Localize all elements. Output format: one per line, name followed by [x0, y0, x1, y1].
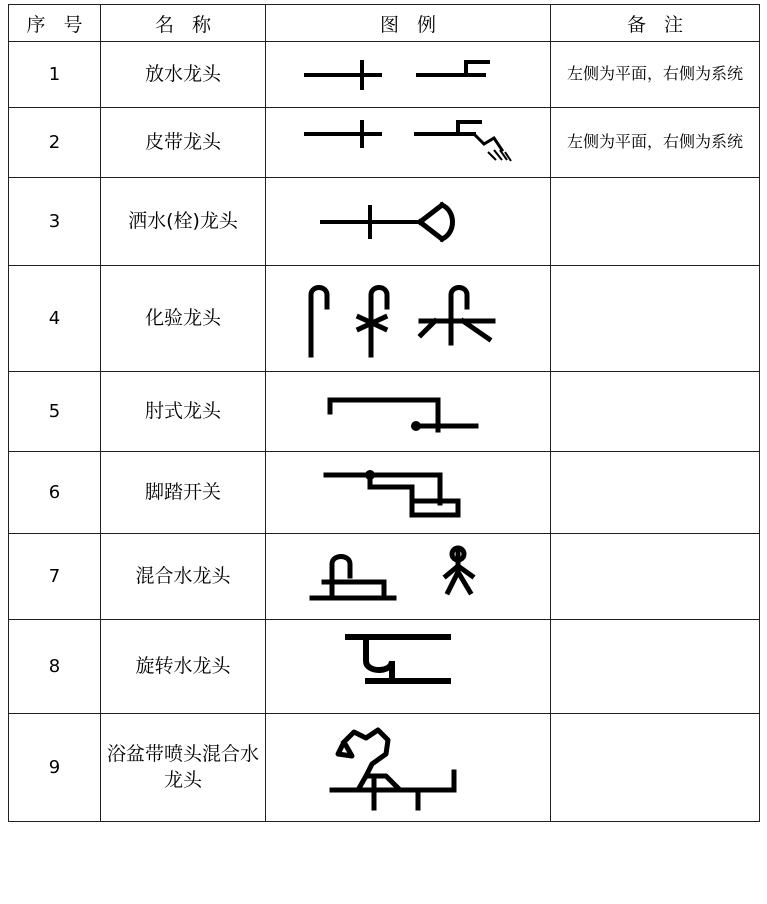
table-row	[9, 42, 760, 108]
row-note	[551, 714, 760, 822]
row-number: 7	[9, 534, 101, 620]
table-row	[9, 534, 760, 620]
row-symbol	[266, 372, 551, 452]
row-name: 肘式龙头	[101, 372, 266, 452]
table-row	[9, 372, 760, 452]
column-header-name: 名 称	[101, 5, 266, 42]
row-symbol	[266, 452, 551, 534]
mixing-tap-icon	[298, 542, 518, 612]
row-note	[551, 178, 760, 266]
table-row	[9, 178, 760, 266]
row-number: 3	[9, 178, 101, 266]
row-number: 6	[9, 452, 101, 534]
bathtub-shower-mixing-tap-icon	[308, 720, 508, 816]
row-number: 4	[9, 266, 101, 372]
row-symbol	[266, 42, 551, 108]
row-symbol	[266, 178, 551, 266]
swivel-tap-icon	[308, 627, 508, 707]
row-note	[551, 620, 760, 714]
row-symbol	[266, 108, 551, 178]
row-name: 脚踏开关	[101, 452, 266, 534]
row-symbol	[266, 266, 551, 372]
laboratory-tap-icon	[293, 277, 523, 361]
row-symbol	[266, 714, 551, 822]
row-note	[551, 534, 760, 620]
row-symbol	[266, 534, 551, 620]
column-header-no: 序 号	[9, 5, 101, 42]
row-number: 5	[9, 372, 101, 452]
sprinkler-hydrant-tap-icon	[308, 189, 508, 255]
row-note	[551, 372, 760, 452]
row-note: 左侧为平面，右侧为系统	[551, 108, 760, 178]
row-name: 皮带龙头	[101, 108, 266, 178]
foot-switch-icon	[308, 461, 508, 525]
belt-tap-plan-system-icon	[288, 114, 528, 172]
row-number: 9	[9, 714, 101, 822]
table-row	[9, 266, 760, 372]
row-name: 洒水(栓)龙头	[101, 178, 266, 266]
row-name: 浴盆带喷头混合水龙头	[101, 714, 266, 822]
column-header-symbol: 图 例	[266, 5, 551, 42]
table-row	[9, 714, 760, 822]
legend-table	[8, 4, 760, 822]
legend-sheet	[0, 4, 767, 904]
tap-plan-system-icon	[288, 50, 528, 100]
row-note: 左侧为平面，右侧为系统	[551, 42, 760, 108]
table-row	[9, 452, 760, 534]
table-row	[9, 108, 760, 178]
row-name: 混合水龙头	[101, 534, 266, 620]
header-row	[9, 5, 760, 42]
row-number: 2	[9, 108, 101, 178]
row-name: 化验龙头	[101, 266, 266, 372]
table-row	[9, 620, 760, 714]
column-header-note: 备 注	[551, 5, 760, 42]
table-header	[9, 5, 760, 42]
row-note	[551, 452, 760, 534]
row-number: 8	[9, 620, 101, 714]
row-symbol	[266, 620, 551, 714]
row-note	[551, 266, 760, 372]
table-body	[9, 42, 760, 822]
row-name: 旋转水龙头	[101, 620, 266, 714]
row-number: 1	[9, 42, 101, 108]
elbow-tap-icon	[308, 382, 508, 442]
row-name: 放水龙头	[101, 42, 266, 108]
